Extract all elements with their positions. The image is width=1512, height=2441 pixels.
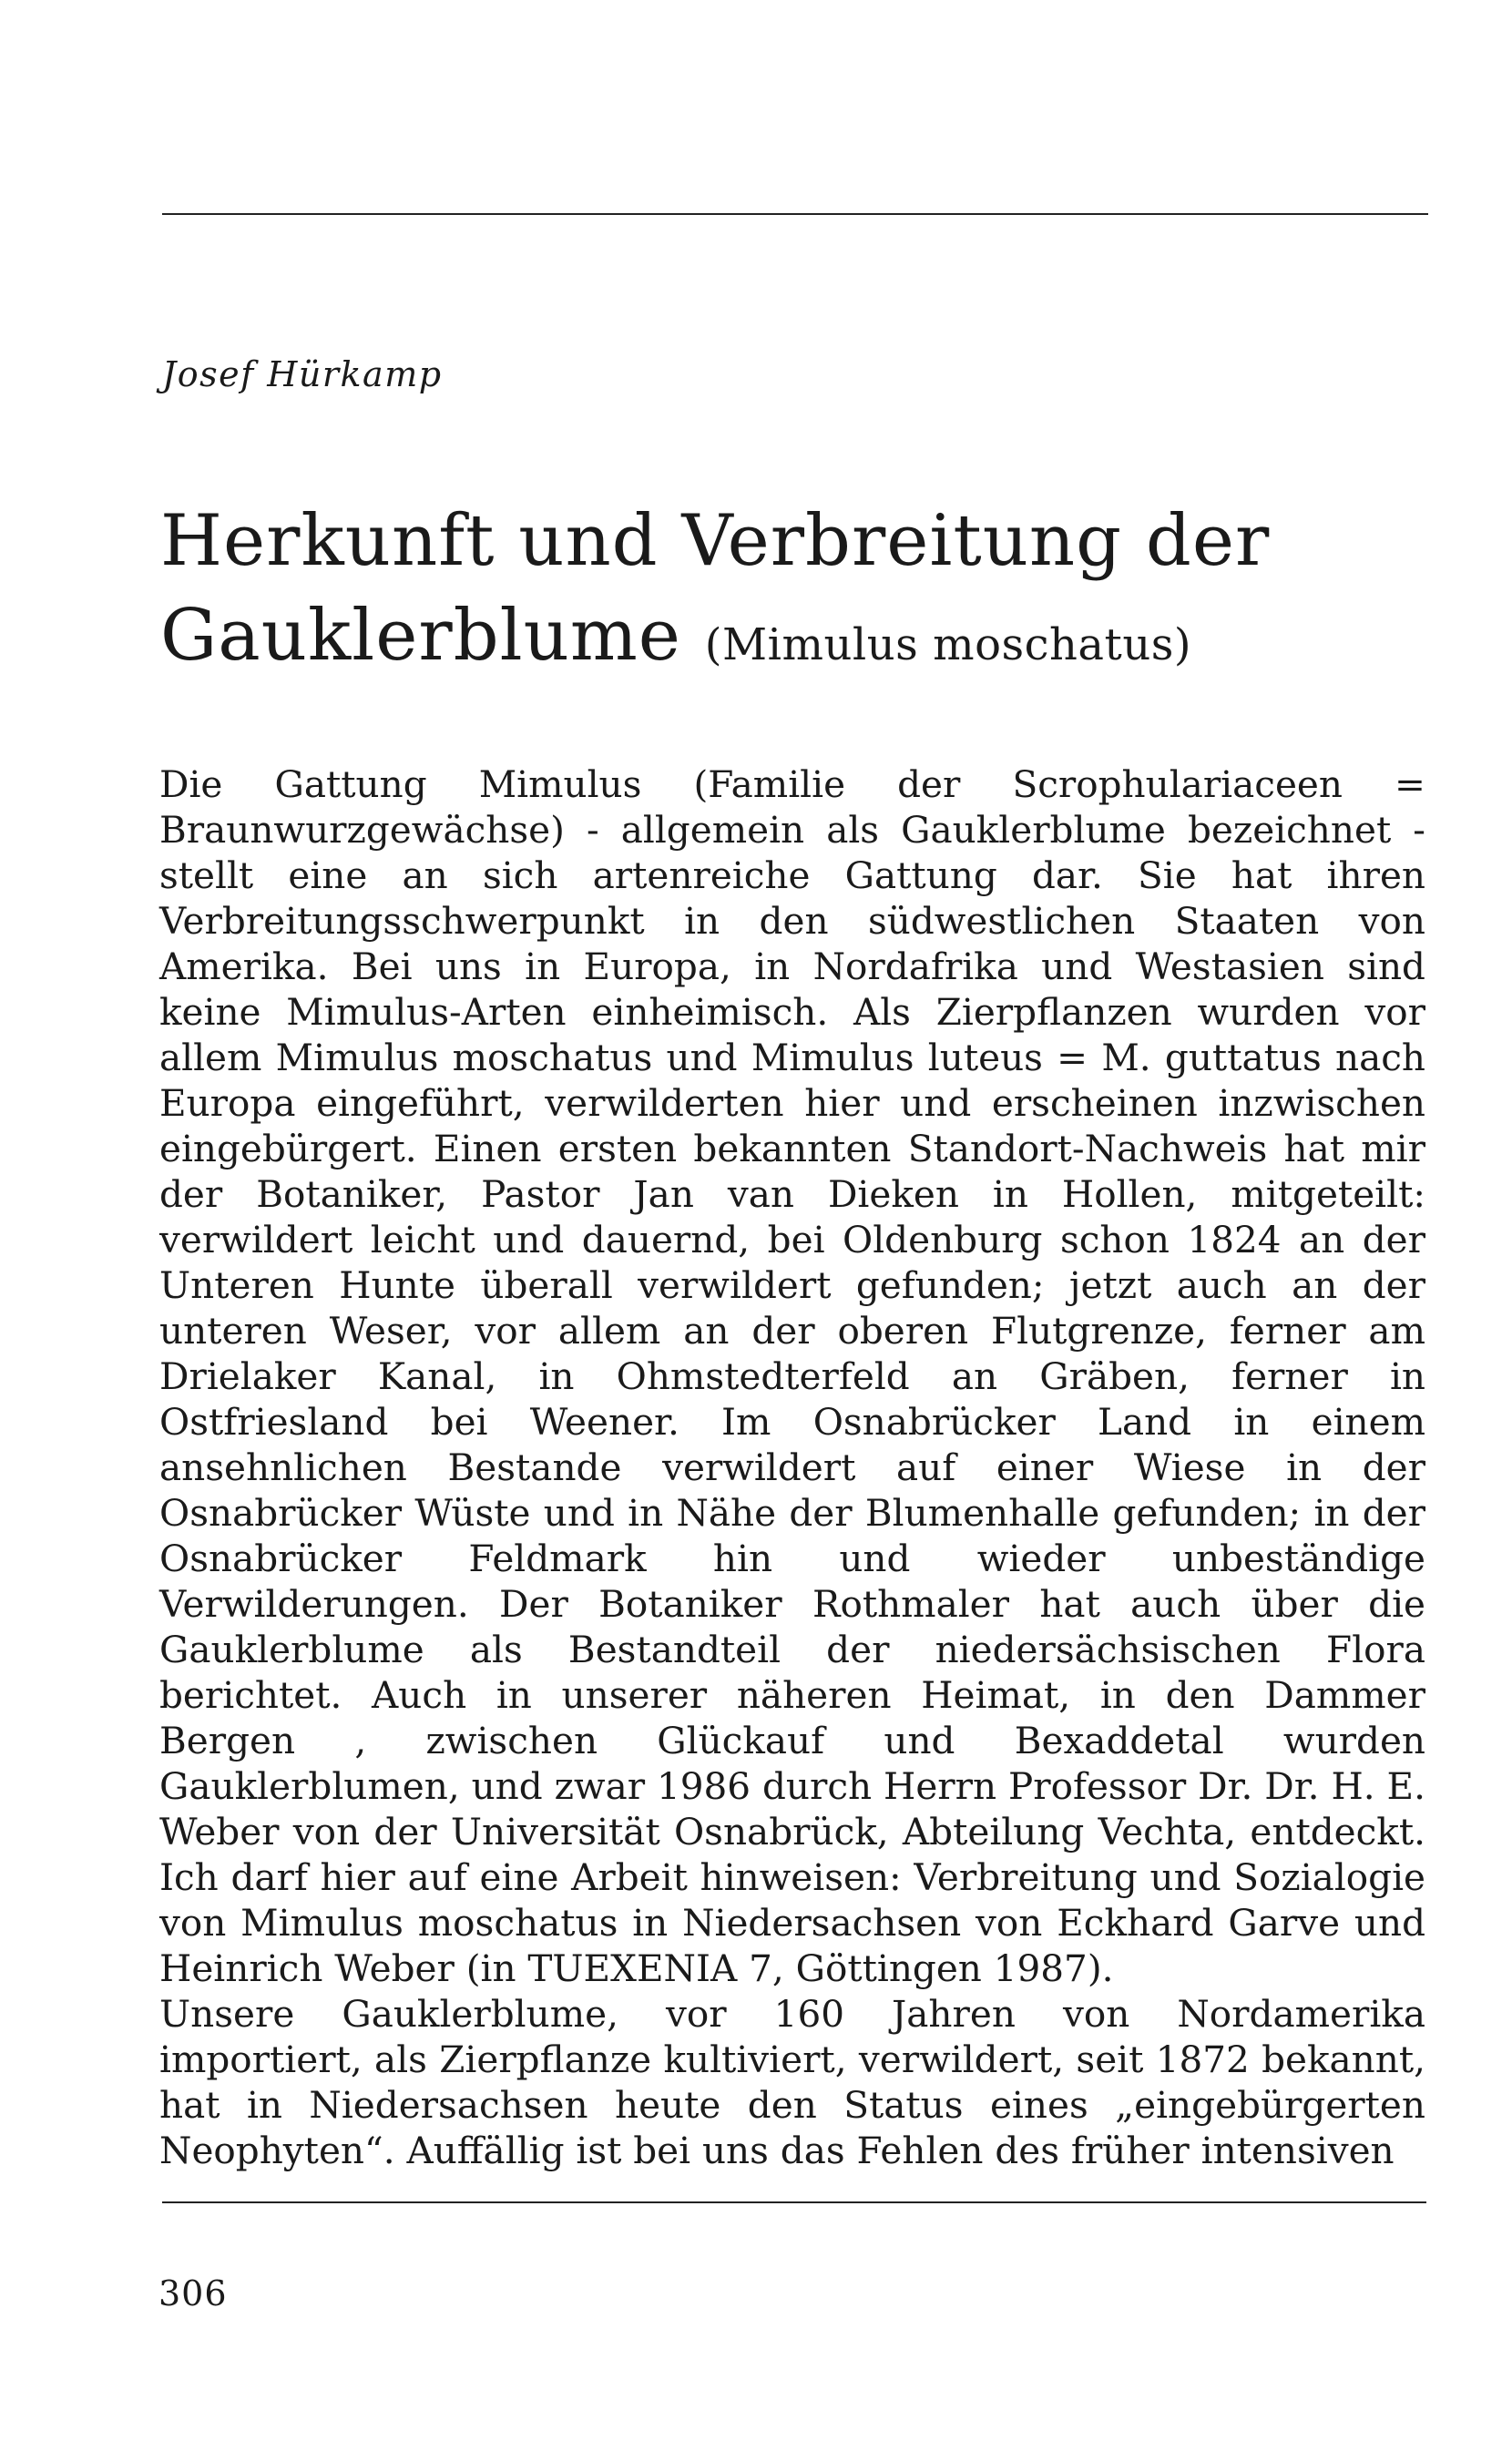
top-rule: [162, 213, 1428, 215]
page-number: 306: [158, 2273, 228, 2313]
author-name: Josef Hürkamp: [162, 354, 443, 394]
body-paragraph-1: Die Gattung Mimulus (Familie der Scrophulariaceen = Braunwurzgewächse) - allgemein als Gauklerblume bezeichnet - stellt eine an sich artenreiche Gattung dar. Sie hat ihren Verbreitungsschwerpunkt in den südwestlichen Staaten von Amerika. Bei uns in Europa, in Nordafrika und Westasien sind keine Mimulus-Arten einheimisch. Als Zierpflanzen wurden vor allem Mimulus moschatus und Mimulus luteus = M. guttatus nach Europa eingeführt, verwilderten hier und erscheinen inzwischen eingebürgert. Einen ersten bekannten Standort-Nachweis hat mir der Botaniker, Pastor Jan van Dieken in Hollen, mitgeteilt: verwildert leicht und dauernd, bei Oldenburg schon 1824 an der Unteren Hunte überall verwildert gefunden; jetzt auch an der unteren Weser, vor allem an der oberen Flutgrenze, ferner am Drielaker Kanal, in Ohmstedterfeld an Gräben, ferner in Ostfriesland bei Weener. Im Osnabrücker Land in einem ansehnlichen Bestande verwildert auf einer Wiese in der Osnabrücker Wüste und in Nähe der Blumenhalle gefunden; in der Osnabrücker Feldmark hin und wieder unbeständige Verwilderungen. Der Botaniker Rothmaler hat auch über die Gauklerblume als Bestandteil der niedersächsischen Flora berichtet. Auch in unserer näheren Heimat, in den Dammer Bergen , zwischen Glückauf und Bexaddetal wurden Gauklerblumen, und zwar 1986 durch Herrn Professor Dr. Dr. H. E. Weber von der Universität Osnabrück, Abteilung Vechta, entdeckt. Ich darf hier auf eine Arbeit hinweisen: Verbreitung und Sozialogie von Mimulus moschatus in Niedersachsen von Eckhard Garve und Heinrich Weber (in TUEXENIA 7, Göttingen 1987).: [159, 762, 1425, 1990]
article-body: [159, 761, 1425, 2173]
article-title-main: Herkunft und Verbreitung der Gauklerblume: [160, 500, 1271, 677]
bottom-rule: [162, 2201, 1426, 2203]
body-paragraph-2: Unsere Gauklerblume, vor 160 Jahren von Nordamerika importiert, als Zierpflanze kultiviert, verwildert, seit 1872 bekannt, hat in Niedersachsen heute den Status eines „eingebürgerten Neophyten“. Auffällig ist bei uns das Fehlen des früher intensiven: [159, 1992, 1425, 2172]
article-title: [160, 494, 1435, 692]
article-title-sub: (Mimulus moschatus): [704, 619, 1192, 670]
